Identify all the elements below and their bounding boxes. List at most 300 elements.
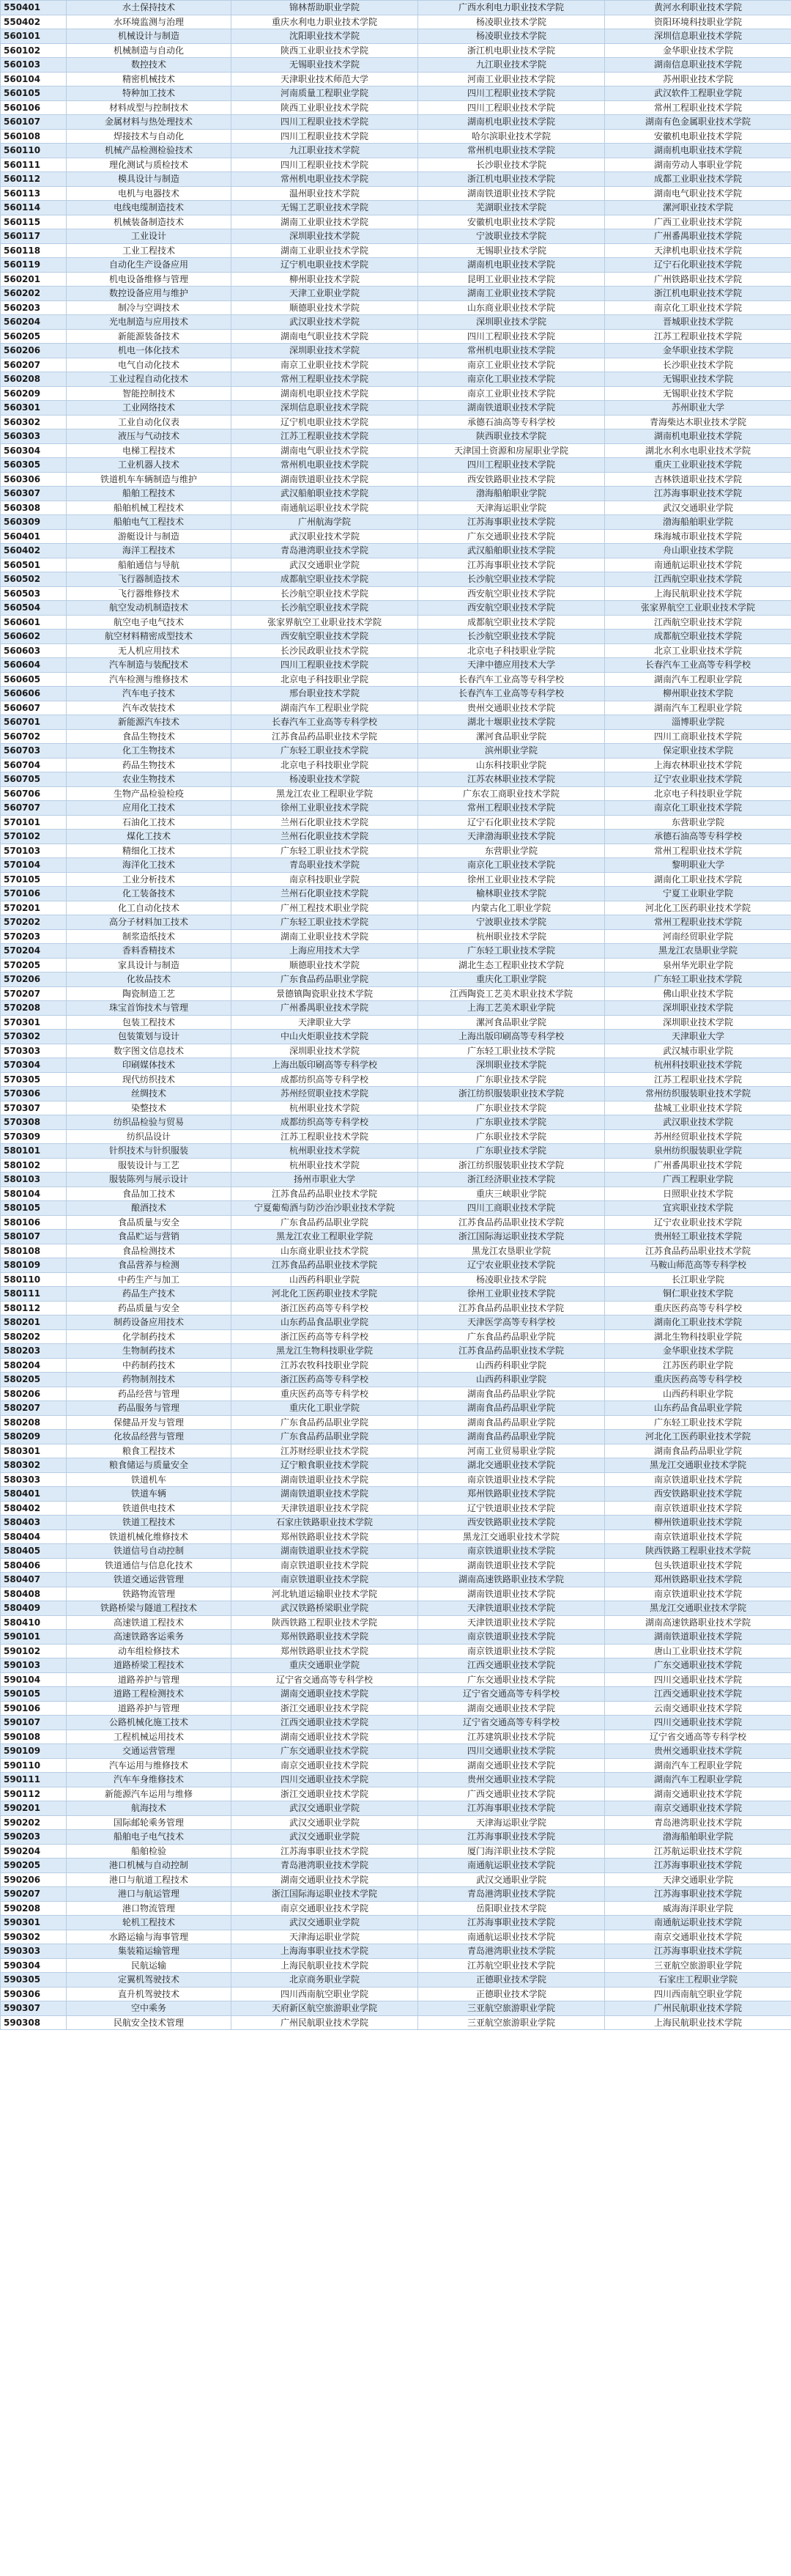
school-rank-1: 长沙航空职业技术学院 [231, 586, 418, 601]
major-code: 590208 [1, 1901, 67, 1916]
school-rank-3: 云南交通职业技术学院 [605, 1701, 791, 1716]
table-row [1, 1701, 791, 1716]
school-rank-2: 江苏海事职业技术学院 [418, 1916, 605, 1930]
major-name: 道路养护与管理 [67, 1672, 231, 1687]
major-code: 580407 [1, 1573, 67, 1587]
major-code: 580104 [1, 1186, 67, 1201]
table-row [1, 1444, 791, 1458]
major-name: 化妆品经营与管理 [67, 1430, 231, 1444]
school-rank-3: 金华职业技术学院 [605, 43, 791, 58]
major-name: 汽车制造与装配技术 [67, 658, 231, 673]
school-rank-1: 辽宁机电职业技术学院 [231, 258, 418, 273]
major-code: 560606 [1, 687, 67, 701]
school-rank-3: 成都工业职业技术学院 [605, 172, 791, 187]
major-name: 民航安全技术管理 [67, 2015, 231, 2030]
major-name: 船舶通信与导航 [67, 558, 231, 572]
school-rank-1: 河北轨道运输职业技术学院 [231, 1587, 418, 1601]
school-rank-1: 广东食品药品职业学院 [231, 1415, 418, 1430]
table-row [1, 643, 791, 658]
major-code: 580209 [1, 1430, 67, 1444]
school-rank-2: 湖南高速铁路职业技术学院 [418, 1573, 605, 1587]
school-rank-2: 贵州交通职业技术学院 [418, 1773, 605, 1787]
school-rank-1: 张家界航空工业职业技术学院 [231, 615, 418, 630]
school-rank-3: 南京化工职业技术学院 [605, 801, 791, 816]
school-rank-2: 广东轻工职业技术学院 [418, 1044, 605, 1058]
school-rank-2: 湖南食品药品职业学院 [418, 1387, 605, 1401]
major-code: 580107 [1, 1230, 67, 1244]
major-name: 道路养护与管理 [67, 1701, 231, 1716]
table-row [1, 572, 791, 587]
school-rank-3: 无锡职业技术学院 [605, 372, 791, 387]
major-code: 590104 [1, 1672, 67, 1687]
school-rank-2: 辽宁铁道职业技术学院 [418, 1501, 605, 1516]
school-rank-1: 四川工程职业技术学院 [231, 158, 418, 172]
school-rank-3: 南京化工职业技术学院 [605, 300, 791, 315]
major-name: 香料香精技术 [67, 944, 231, 959]
table-row [1, 786, 791, 801]
major-name: 飞行器制造技术 [67, 572, 231, 587]
major-name: 中药制药技术 [67, 1358, 231, 1373]
major-code: 560702 [1, 729, 67, 744]
major-name: 高速铁道工程技术 [67, 1615, 231, 1630]
major-code: 570101 [1, 815, 67, 830]
table-row [1, 1186, 791, 1201]
school-rank-1: 郑州铁路职业技术学院 [231, 1529, 418, 1544]
school-rank-2: 宁波职业技术学院 [418, 915, 605, 930]
major-code: 580301 [1, 1444, 67, 1458]
school-rank-3: 江苏海事职业技术学院 [605, 1859, 791, 1873]
school-rank-3: 安徽机电职业技术学院 [605, 129, 791, 144]
table-row [1, 1387, 791, 1401]
table-row [1, 1787, 791, 1801]
major-name: 制药设备应用技术 [67, 1315, 231, 1330]
school-rank-2: 长春汽车工业高等专科学校 [418, 672, 605, 687]
school-rank-1: 深圳信息职业技术学院 [231, 401, 418, 416]
major-name: 铁道机车车辆制造与维护 [67, 472, 231, 487]
school-rank-3: 湖南铁道职业技术学院 [605, 1630, 791, 1645]
school-rank-2: 成都航空职业技术学院 [418, 615, 605, 630]
table-row [1, 986, 791, 1001]
school-rank-1: 杭州职业技术学院 [231, 1101, 418, 1115]
school-rank-3: 江苏食品药品职业技术学院 [605, 1244, 791, 1258]
table-row [1, 815, 791, 830]
table-row [1, 1716, 791, 1730]
major-name: 道路桥梁工程技术 [67, 1658, 231, 1673]
major-code: 560114 [1, 201, 67, 215]
school-rank-2: 四川工程职业技术学院 [418, 100, 605, 115]
major-code: 560502 [1, 572, 67, 587]
school-rank-1: 南通航运职业技术学院 [231, 501, 418, 515]
school-rank-3: 三亚航空旅游职业学院 [605, 1958, 791, 1973]
table-row [1, 1815, 791, 1830]
major-name: 特种加工技术 [67, 86, 231, 101]
table-row [1, 1058, 791, 1073]
school-rank-1: 广东交通职业技术学院 [231, 1744, 418, 1759]
school-rank-1: 常州机电职业技术学院 [231, 458, 418, 473]
school-rank-1: 湖南汽车工程职业学院 [231, 701, 418, 715]
major-code: 560704 [1, 758, 67, 772]
major-name: 印刷媒体技术 [67, 1058, 231, 1073]
table-row [1, 1087, 791, 1101]
table-row [1, 1687, 791, 1702]
major-name: 航海技术 [67, 1801, 231, 1816]
school-rank-2: 江西交通职业技术学院 [418, 1658, 605, 1673]
table-row [1, 915, 791, 930]
school-rank-3: 山西药科职业学院 [605, 1387, 791, 1401]
major-name: 工业分析技术 [67, 872, 231, 887]
school-rank-2: 浙江经济职业技术学院 [418, 1173, 605, 1187]
table-row [1, 1329, 791, 1344]
major-code: 580111 [1, 1287, 67, 1302]
major-name: 药品质量与安全 [67, 1301, 231, 1315]
table-row [1, 158, 791, 172]
table-row [1, 372, 791, 387]
major-name: 船舶工程技术 [67, 487, 231, 501]
table-row [1, 1615, 791, 1630]
school-rank-3: 南京铁道职业技术学院 [605, 1501, 791, 1516]
major-code: 560308 [1, 501, 67, 515]
table-row [1, 1844, 791, 1859]
major-code: 570201 [1, 901, 67, 915]
school-rank-1: 浙江交通职业技术学院 [231, 1787, 418, 1801]
major-code: 590302 [1, 1930, 67, 1944]
school-rank-2: 黑龙江交通职业技术学院 [418, 1529, 605, 1544]
school-rank-3: 成都航空职业技术学院 [605, 630, 791, 644]
major-code: 590108 [1, 1730, 67, 1744]
table-row [1, 1944, 791, 1959]
table-row [1, 772, 791, 787]
school-rank-3: 江西航空职业技术学院 [605, 572, 791, 587]
school-rank-1: 景德镇陶瓷职业技术学院 [231, 986, 418, 1001]
school-rank-2: 山东科技职业学院 [418, 758, 605, 772]
school-rank-3: 江苏海事职业技术学院 [605, 487, 791, 501]
table-row [1, 1344, 791, 1359]
school-rank-1: 湖南铁道职业技术学院 [231, 472, 418, 487]
school-rank-2: 南京化工职业技术学院 [418, 858, 605, 873]
major-code: 590301 [1, 1916, 67, 1930]
table-row [1, 43, 791, 58]
table-row [1, 1472, 791, 1487]
school-rank-3: 杭州科技职业技术学院 [605, 1058, 791, 1073]
school-rank-2: 浙江纺织服装职业技术学院 [418, 1087, 605, 1101]
school-rank-1: 武汉船舶职业技术学院 [231, 487, 418, 501]
table-row [1, 1115, 791, 1130]
major-name: 生物产品检验检疫 [67, 786, 231, 801]
major-name: 药品生物技术 [67, 758, 231, 772]
school-rank-1: 四川工程职业技术学院 [231, 658, 418, 673]
major-code: 560301 [1, 401, 67, 416]
school-rank-3: 广州番禺职业技术学院 [605, 1158, 791, 1173]
school-rank-3: 武汉城市职业学院 [605, 1044, 791, 1058]
school-rank-1: 南京科技职业学院 [231, 872, 418, 887]
school-rank-1: 武汉交通职业学院 [231, 558, 418, 572]
school-rank-1: 河北化工医药职业技术学院 [231, 1287, 418, 1302]
table-row [1, 487, 791, 501]
school-rank-3: 广州铁路职业技术学院 [605, 272, 791, 287]
school-rank-3: 宁夏工业职业学院 [605, 887, 791, 901]
school-rank-3: 唐山工业职业技术学院 [605, 1644, 791, 1658]
major-name: 模具设计与制造 [67, 172, 231, 187]
school-rank-1: 山东药品食品职业学院 [231, 1315, 418, 1330]
school-rank-2: 三亚航空旅游职业学院 [418, 2015, 605, 2030]
school-rank-1: 成都航空职业技术学院 [231, 572, 418, 587]
school-rank-3: 晋城职业技术学院 [605, 315, 791, 330]
school-rank-3: 北京工业职业技术学院 [605, 643, 791, 658]
school-rank-3: 上海民航职业技术学院 [605, 2015, 791, 2030]
major-code: 580408 [1, 1587, 67, 1601]
major-name: 焊接技术与自动化 [67, 129, 231, 144]
school-rank-3: 四川工商职业技术学院 [605, 729, 791, 744]
school-rank-1: 四川工程职业技术学院 [231, 129, 418, 144]
school-rank-2: 四川工程职业技术学院 [418, 329, 605, 344]
major-code: 590103 [1, 1658, 67, 1673]
major-code: 590308 [1, 2015, 67, 2030]
school-rank-1: 上海出版印刷高等专科学校 [231, 1058, 418, 1073]
major-code: 560107 [1, 115, 67, 130]
school-rank-3: 珠海城市职业技术学院 [605, 529, 791, 544]
school-rank-2: 杨凌职业技术学院 [418, 15, 605, 29]
major-code: 560402 [1, 544, 67, 558]
table-body [1, 1, 791, 2030]
table-row [1, 1516, 791, 1530]
school-rank-2: 天津医学高等专科学校 [418, 1315, 605, 1330]
major-name: 飞行器维修技术 [67, 586, 231, 601]
major-name: 空中乘务 [67, 2001, 231, 2016]
school-rank-1: 广州工程技术职业学院 [231, 901, 418, 915]
school-rank-3: 天津交通职业学院 [605, 1872, 791, 1887]
school-rank-1: 深圳职业技术学院 [231, 229, 418, 244]
school-rank-1: 广州民航职业技术学院 [231, 2015, 418, 2030]
major-name: 直升机驾驶技术 [67, 1987, 231, 2001]
school-rank-3: 张家界航空工业职业技术学院 [605, 601, 791, 616]
school-rank-1: 杨凌职业技术学院 [231, 772, 418, 787]
major-code: 570309 [1, 1129, 67, 1144]
major-code: 560204 [1, 315, 67, 330]
school-rank-2: 渤海船舶职业学院 [418, 487, 605, 501]
school-rank-1: 浙江医药高等专科学校 [231, 1301, 418, 1315]
major-name: 保健品开发与管理 [67, 1415, 231, 1430]
major-code: 590304 [1, 1958, 67, 1973]
table-row [1, 1487, 791, 1502]
school-rank-2: 湖南铁道职业技术学院 [418, 401, 605, 416]
school-rank-1: 湖南工业职业技术学院 [231, 243, 418, 258]
school-rank-3: 南京铁道职业技术学院 [605, 1529, 791, 1544]
school-rank-3: 江西航空职业技术学院 [605, 615, 791, 630]
school-rank-1: 柳州职业技术学院 [231, 272, 418, 287]
school-rank-2: 漯河食品职业学院 [418, 729, 605, 744]
school-rank-2: 深圳职业技术学院 [418, 315, 605, 330]
school-rank-1: 黑龙江生物科技职业学院 [231, 1344, 418, 1359]
school-rank-1: 天津海运职业学院 [231, 1930, 418, 1944]
major-name: 海洋工程技术 [67, 544, 231, 558]
school-rank-1: 浙江国际海运职业技术学院 [231, 1887, 418, 1902]
school-rank-2: 天津中德应用技术大学 [418, 658, 605, 673]
major-code: 570207 [1, 986, 67, 1001]
school-rank-2: 辽宁省交通高等专科学校 [418, 1687, 605, 1702]
major-code: 560119 [1, 258, 67, 273]
school-rank-2: 四川交通职业技术学院 [418, 1744, 605, 1759]
table-row [1, 201, 791, 215]
major-code: 560303 [1, 429, 67, 444]
major-name: 铁道机车 [67, 1472, 231, 1487]
table-row [1, 344, 791, 358]
school-rank-1: 江西交通职业技术学院 [231, 1716, 418, 1730]
school-rank-3: 南京铁道职业技术学院 [605, 1587, 791, 1601]
major-name: 工业网络技术 [67, 401, 231, 416]
school-rank-1: 广州航海学院 [231, 515, 418, 530]
table-row [1, 1887, 791, 1902]
school-rank-1: 江苏财经职业技术学院 [231, 1444, 418, 1458]
major-name: 港口与航道工程技术 [67, 1872, 231, 1887]
school-rank-3: 柳州铁道职业技术学院 [605, 1516, 791, 1530]
table-row [1, 1287, 791, 1302]
major-name: 铁道信号自动控制 [67, 1544, 231, 1559]
school-rank-3: 四川交通职业技术学院 [605, 1716, 791, 1730]
school-rank-1: 南京工业职业技术学院 [231, 358, 418, 372]
school-rank-2: 江苏建筑职业技术学院 [418, 1730, 605, 1744]
school-rank-2: 湖南铁道职业技术学院 [418, 186, 605, 201]
major-code: 580205 [1, 1373, 67, 1387]
school-rank-2: 湖南交通职业技术学院 [418, 1701, 605, 1716]
school-rank-2: 湖南交通职业技术学院 [418, 1758, 605, 1773]
major-code: 570203 [1, 929, 67, 944]
major-name: 针织技术与针织服装 [67, 1144, 231, 1159]
school-rank-1: 成都纺织高等专科学校 [231, 1115, 418, 1130]
table-row [1, 1158, 791, 1173]
school-rank-2: 湖南铁道职业技术学院 [418, 1587, 605, 1601]
school-rank-2: 九江职业技术学院 [418, 58, 605, 73]
major-name: 食品检测技术 [67, 1244, 231, 1258]
school-rank-2: 无锡职业技术学院 [418, 243, 605, 258]
school-rank-3: 长江职业学院 [605, 1272, 791, 1287]
school-rank-1: 陕西工业职业技术学院 [231, 43, 418, 58]
table-row [1, 1958, 791, 1973]
table-row [1, 1373, 791, 1387]
major-name: 数控技术 [67, 58, 231, 73]
table-row [1, 1730, 791, 1744]
school-rank-2: 广西交通职业技术学院 [418, 1787, 605, 1801]
school-rank-3: 苏州经贸职业技术学院 [605, 1129, 791, 1144]
major-code: 580101 [1, 1144, 67, 1159]
school-rank-3: 湖南化工职业技术学院 [605, 1315, 791, 1330]
table-row [1, 1315, 791, 1330]
table-row [1, 1573, 791, 1587]
school-rank-1: 深圳职业技术学院 [231, 344, 418, 358]
major-code: 590305 [1, 1973, 67, 1988]
school-rank-1: 江苏食品药品职业技术学院 [231, 1258, 418, 1273]
major-code: 560309 [1, 515, 67, 530]
school-rank-3: 重庆医药高等专科学校 [605, 1301, 791, 1315]
table-row [1, 1558, 791, 1573]
school-rank-3: 黑龙江交通职业技术学院 [605, 1458, 791, 1473]
school-rank-3: 常州纺织服装职业技术学院 [605, 1087, 791, 1101]
school-rank-2: 长沙职业技术学院 [418, 158, 605, 172]
table-row [1, 1430, 791, 1444]
major-code: 570302 [1, 1030, 67, 1044]
table-row [1, 1801, 791, 1816]
school-rank-3: 深圳职业技术学院 [605, 1015, 791, 1030]
table-row [1, 1173, 791, 1187]
school-rank-2: 青岛港湾职业技术学院 [418, 1944, 605, 1959]
school-rank-2: 广东交通职业技术学院 [418, 1672, 605, 1687]
school-rank-1: 湖南交通职业技术学院 [231, 1872, 418, 1887]
major-name: 机械设计与制造 [67, 29, 231, 44]
major-name: 食品加工技术 [67, 1186, 231, 1201]
school-rank-3: 柳州职业技术学院 [605, 687, 791, 701]
school-rank-3: 铜仁职业技术学院 [605, 1287, 791, 1302]
major-name: 铁路桥梁与隧道工程技术 [67, 1601, 231, 1616]
school-rank-2: 长沙航空职业技术学院 [418, 630, 605, 644]
school-rank-1: 湖南电气职业技术学院 [231, 443, 418, 458]
school-rank-3: 漯河职业技术学院 [605, 201, 791, 215]
school-rank-2: 湖北生态工程职业技术学院 [418, 958, 605, 973]
school-rank-2: 杭州职业技术学院 [418, 929, 605, 944]
school-rank-3: 石家庄工程职业学院 [605, 1973, 791, 1988]
table-row [1, 1272, 791, 1287]
table-row [1, 1072, 791, 1087]
school-rank-1: 武汉职业技术学院 [231, 529, 418, 544]
school-rank-3: 日照职业技术学院 [605, 1186, 791, 1201]
table-row [1, 115, 791, 130]
major-code: 590201 [1, 1801, 67, 1816]
major-name: 机械装备制造技术 [67, 215, 231, 229]
table-row [1, 229, 791, 244]
table-row [1, 1830, 791, 1845]
major-name: 自动化生产设备应用 [67, 258, 231, 273]
school-rank-3: 广州番禺职业技术学院 [605, 229, 791, 244]
table-row [1, 544, 791, 558]
school-rank-3: 湖南交通职业技术学院 [605, 1787, 791, 1801]
school-rank-2: 西安铁路职业技术学院 [418, 1516, 605, 1530]
table-row [1, 1644, 791, 1658]
major-code: 560604 [1, 658, 67, 673]
major-code: 560607 [1, 701, 67, 715]
school-rank-1: 上海应用技术大学 [231, 944, 418, 959]
major-code: 590101 [1, 1630, 67, 1645]
school-rank-3: 天津机电职业技术学院 [605, 243, 791, 258]
school-rank-3: 湖南化工职业技术学院 [605, 872, 791, 887]
school-rank-1: 青岛职业技术学院 [231, 858, 418, 873]
table-row [1, 144, 791, 158]
major-name: 定翼机驾驶技术 [67, 1973, 231, 1988]
school-rank-3: 黄河水利职业技术学院 [605, 1, 791, 15]
school-rank-3: 广西工业职业技术学院 [605, 215, 791, 229]
major-code: 580208 [1, 1415, 67, 1430]
school-rank-2: 四川工程职业技术学院 [418, 86, 605, 101]
school-rank-3: 武汉职业技术学院 [605, 1115, 791, 1130]
school-rank-3: 南京交通职业技术学院 [605, 1930, 791, 1944]
major-code: 560206 [1, 344, 67, 358]
table-row [1, 1758, 791, 1773]
school-rank-3: 渤海船舶职业学院 [605, 1830, 791, 1845]
school-rank-1: 武汉铁路桥梁职业学院 [231, 1601, 418, 1616]
table-row [1, 1601, 791, 1616]
major-code: 560401 [1, 529, 67, 544]
major-name: 铁道车辆 [67, 1487, 231, 1502]
school-rank-2: 广西水利电力职业技术学院 [418, 1, 605, 15]
major-name: 化工装备技术 [67, 887, 231, 901]
school-rank-2: 江苏海事职业技术学院 [418, 1801, 605, 1816]
school-rank-2: 广东轻工职业技术学院 [418, 944, 605, 959]
table-row [1, 701, 791, 715]
school-rank-3: 西安铁路职业技术学院 [605, 1487, 791, 1502]
major-code: 560703 [1, 744, 67, 759]
school-rank-2: 湖南食品药品职业学院 [418, 1401, 605, 1416]
school-rank-2: 浙江国际海运职业技术学院 [418, 1230, 605, 1244]
major-name: 光电制造与应用技术 [67, 315, 231, 330]
major-code: 560101 [1, 29, 67, 44]
major-code: 560106 [1, 100, 67, 115]
